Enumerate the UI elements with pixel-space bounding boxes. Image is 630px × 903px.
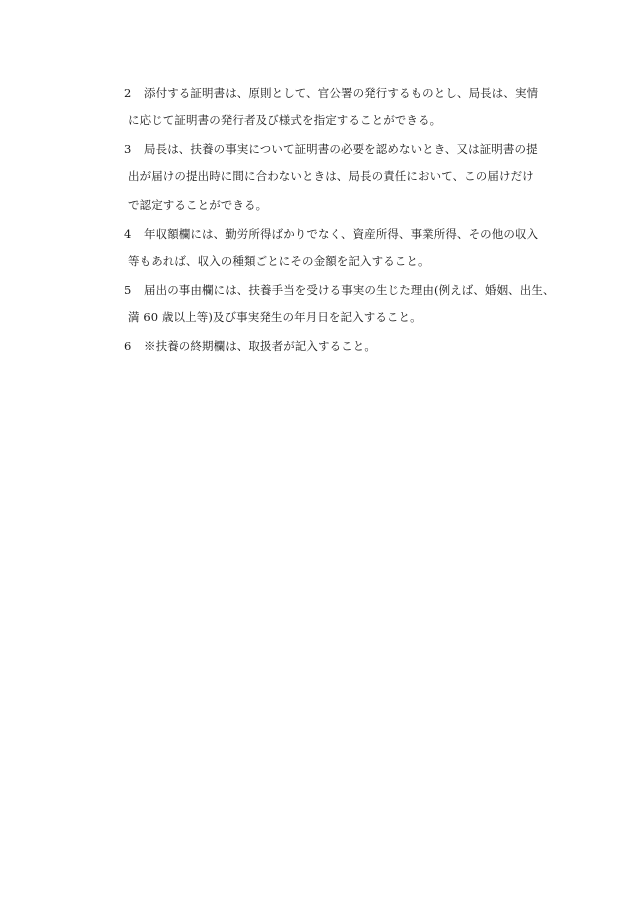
- notes-list: [124, 80, 564, 360]
- note-line: 届出の事由欄には、扶養手当を受ける事実の生じた理由(例えば、婚姻、出生、: [144, 283, 555, 297]
- note-line: 年収額欄には、勤労所得ばかりでなく、資産所得、事業所得、その他の収入: [144, 227, 539, 241]
- note-item-3: [124, 136, 564, 221]
- note-item-4: [124, 221, 564, 277]
- note-number: 2: [124, 86, 132, 100]
- note-number: 4: [124, 227, 132, 241]
- note-line: 出が届けの提出時に間に合わないときは、局長の責任において、この届けだけ: [128, 169, 534, 183]
- note-number: 6: [124, 339, 132, 353]
- note-item-2: [124, 80, 564, 136]
- note-line: 満 60 歳以上等)及び事実発生の年月日を記入すること。: [128, 310, 422, 324]
- note-number: 5: [124, 283, 132, 297]
- note-number: 3: [124, 142, 132, 156]
- note-line: 局長は、扶養の事実について証明書の必要を認めないとき、又は証明書の提: [144, 142, 538, 156]
- note-item-6: [124, 333, 564, 360]
- note-line: ※扶養の終期欄は、取扱者が記入すること。: [144, 339, 376, 353]
- note-text: [144, 333, 564, 360]
- note-text: [128, 80, 564, 136]
- note-line: に応じて証明書の発行者及び様式を指定することができる。: [128, 113, 442, 127]
- note-line: 等もあれば、収入の種類ごとにその金額を記入すること。: [128, 254, 430, 268]
- note-text: [128, 277, 564, 333]
- note-item-5: [124, 277, 564, 333]
- note-text: [128, 136, 564, 221]
- note-line: で認定することができる。: [128, 198, 268, 212]
- note-text: [128, 221, 564, 277]
- note-line: 添付する証明書は、原則として、官公署の発行するものとし、局長は、実情: [144, 86, 539, 100]
